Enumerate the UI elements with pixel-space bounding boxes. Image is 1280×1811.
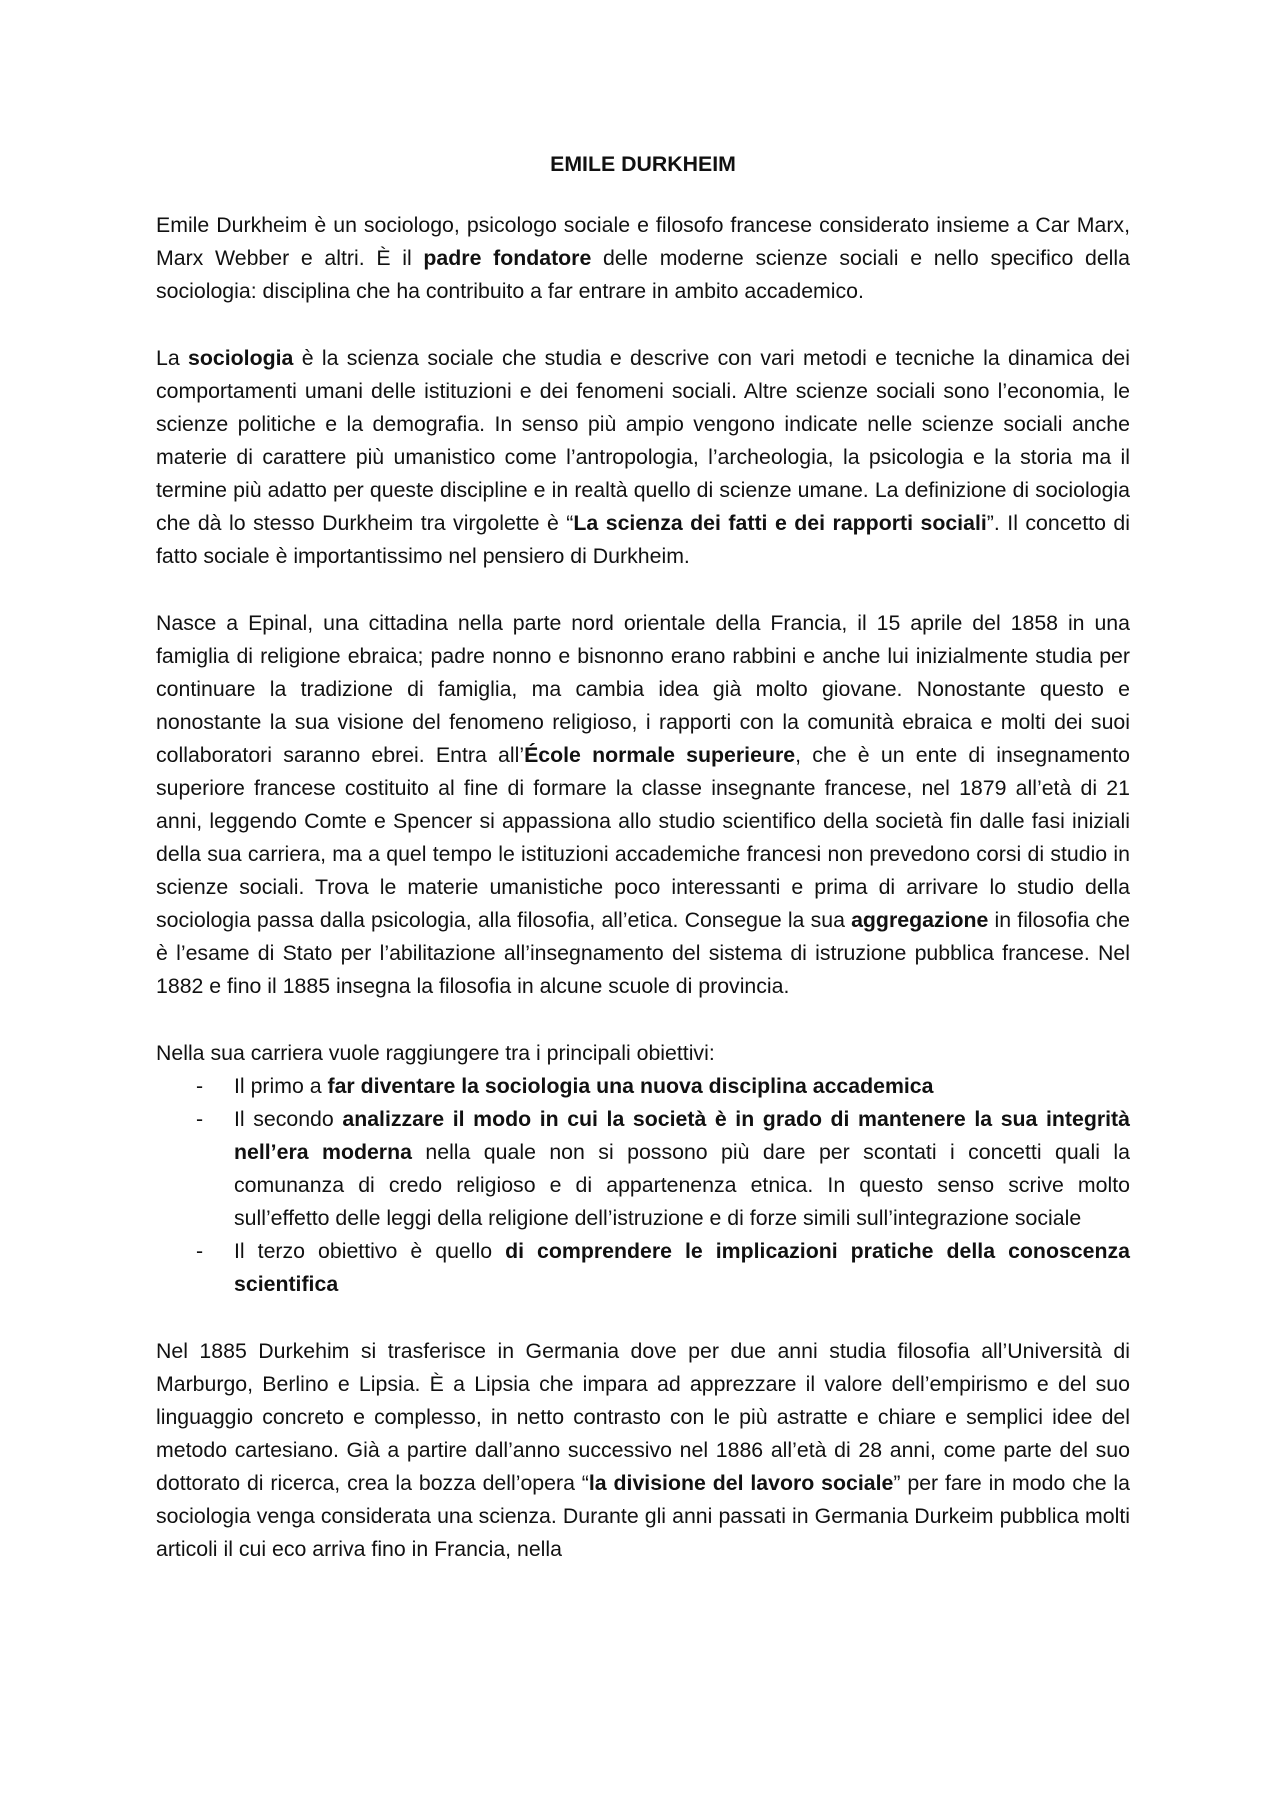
text-run: nella quale non si possono più dare per scontati i concetti quali la comunanza di credo religioso e di appartenenza etnica. In questo senso scrive molto sull’effetto delle leggi della religione dell’istruzione e di forze simili sull’integrazione sociale [234,1140,1130,1230]
text-run: Emile Durkheim è un sociologo, psicologo sociale e filosofo francese considerato insieme a Car Marx, Marx Webber e altri. È il [156,213,1130,270]
bold-term-sociologia: sociologia [188,346,294,370]
bold-term-padre-fondatore: padre fondatore [423,246,592,270]
paragraph-biography [156,607,1130,1003]
bold-goal-1: far diventare la sociologia una nuova disciplina accademica [327,1074,934,1098]
text-run: Nel 1885 Durkehim si trasferisce in Germania dove per due anni studia filosofia all’Università di Marburgo, Berlino e Lipsia. È a Lipsia che impara ad apprezzare il valore dell’empirismo e del suo linguaggio concreto e complesso, in netto contrasto con le più astratte e chiare e semplici idee del metodo cartesiano. Già a partire dall’anno successivo nel 1886 all’età di 28 anni, come parte del suo dottorato di ricerca, crea la bozza dell’opera “ [156,1339,1130,1495]
text-run: Il secondo [234,1107,343,1131]
document-page [156,148,1130,1600]
goals-list [156,1070,1130,1301]
paragraph-introduction [156,209,1130,308]
text-run: ” per fare in modo che la sociologia venga considerata una scienza. Durante gli anni passati in Germania Durkeim pubblica molti articoli il cui eco arriva fino in Francia, nella [156,1471,1130,1561]
list-item-goal-3 [156,1235,1130,1301]
list-dash: - [196,1239,204,1263]
list-dash: - [196,1074,204,1098]
page-title: EMILE DURKHEIM [550,152,736,176]
paragraph-germany [156,1335,1130,1566]
bold-term-ecole-normale: École normale superieure [524,743,796,767]
text-run: Il terzo obiettivo è quello [234,1239,506,1263]
bold-goal-3: di comprendere le implicazioni pratiche della conoscenza scientifica [234,1239,1130,1296]
text-run: delle moderne scienze sociali e nello specifico della sociologia: disciplina che ha contribuito a far entrare in ambito accademico. [156,246,1130,303]
bold-goal-2: analizzare il modo in cui la società è in grado di mantenere la sua integrità nell’era moderna [234,1107,1130,1164]
text-run: in filosofia che è l’esame di Stato per l’abilitazione all’insegnamento del sistema di istruzione pubblica francese. Nel 1882 e fino il 1885 insegna la filosofia in alcune scuole di provincia. [156,908,1130,998]
bold-term-aggregazione: aggregazione [851,908,989,932]
text-run: ”. Il concetto di fatto sociale è importantissimo nel pensiero di Durkheim. [156,511,1130,568]
paragraph-sociologia [156,342,1130,573]
list-dash: - [196,1107,204,1131]
text-run: Nasce a Epinal, una cittadina nella parte nord orientale della Francia, il 15 aprile del 1858 in una famiglia di religione ebraica; padre nonno e bisnonno erano rabbini e anche lui inizialmente studia per continuare la tradizione di famiglia, ma cambia idea già molto giovane. Nonostante questo e nonostante la sua visione del fenomeno religioso, i rapporti con la comunità ebraica e molti dei suoi collaboratori saranno ebrei. Entra all’ [156,611,1130,767]
text-run: Il primo a [234,1074,328,1098]
bold-quote-definition: La scienza dei fatti e dei rapporti sociali [573,511,987,535]
list-intro: Nella sua carriera vuole raggiungere tra i principali obiettivi: [156,1041,715,1065]
text-run: è la scienza sociale che studia e descrive con vari metodi e tecniche la dinamica dei comportamenti umani delle istituzioni e dei fenomeni sociali. Altre scienze sociali sono l’economia, le scienze politiche e la demografia. In senso più ampio vengono indicate nelle scienze sociali anche materie di carattere più umanistico come l’antropologia, l’archeologia, la psicologia e la storia ma il termine più adatto per queste discipline e in realtà quello di scienze umane. La definizione di sociologia che dà lo stesso Durkheim tra virgolette è “ [156,346,1130,535]
list-item-goal-2 [156,1103,1130,1235]
text-run: , che è un ente di insegnamento superiore francese costituito al fine di formare la classe insegnante francese, nel 1879 all’età di 21 anni, leggendo Comte e Spencer si appassiona allo studio scientifico della società fin dalle fasi iniziali della sua carriera, ma a quel tempo le istituzioni accademiche francesi non prevedono corsi di studio in scienze sociali. Trova le materie umanistiche poco interessanti e prima di arrivare lo studio della sociologia passa dalla psicologia, alla filosofia, all’etica. Consegue la sua [156,743,1131,932]
text-run: La [156,346,189,370]
list-item-goal-1 [156,1070,1130,1103]
bold-term-divisione-lavoro: la divisione del lavoro sociale [588,1471,894,1495]
